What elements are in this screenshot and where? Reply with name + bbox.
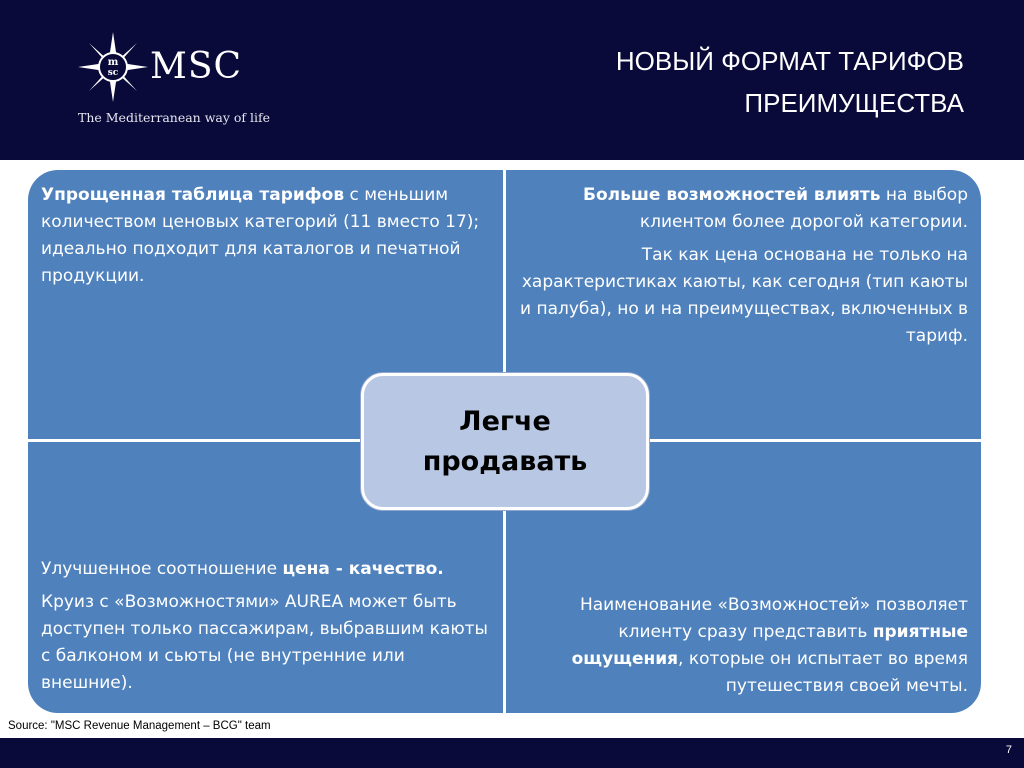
emblem-text-top: m: [107, 57, 119, 68]
compass-rose-icon: [78, 32, 148, 102]
quadrant-top-left: [41, 182, 496, 296]
slide-title-line1: НОВЫЙ ФОРМАТ ТАРИФОВ: [615, 46, 964, 76]
source-note: Source: "MSC Revenue Management – BCG" team: [8, 720, 271, 732]
quadrant-bottom-right: [516, 592, 968, 706]
brand-name: MSC: [150, 46, 243, 87]
footer-bar: [0, 738, 1024, 768]
quadrant-bottom-left-p1: [41, 556, 496, 583]
page-number: 7: [1005, 744, 1012, 756]
quadrant-bottom-left-bold: цена - качество.: [282, 559, 444, 579]
quadrant-top-right-bold: Больше возможностей влиять: [583, 185, 881, 205]
slide-title: [444, 40, 964, 124]
quadrant-bottom-right-lead: Наименование «Возможностей» позволяет клиенту сразу представить: [579, 595, 968, 642]
quadrant-top-right: [516, 182, 968, 356]
quadrant-bottom-left-p2: Круиз с «Возможностями» AUREA может быть доступен только пассажирам, выбравшим каюты с балконом и сьюты (не внутренние или внешние).: [41, 592, 488, 693]
center-callout: [361, 373, 649, 510]
quadrant-bottom-left: [41, 556, 496, 703]
quadrant-top-right-p2: Так как цена основана не только на характеристиках каюты, как сегодня (тип каюты и палуба), но и на преимуществах, включенных в тариф.: [520, 245, 968, 346]
quadrant-top-left-body: с меньшим количеством ценовых категорий (11 вместо 17); идеально подходит для каталогов и печатной продукции.: [41, 185, 480, 286]
header-bar: [0, 0, 1024, 160]
slide-title-line2: ПРЕИМУЩЕСТВА: [744, 88, 964, 118]
center-callout-line2: продавать: [422, 445, 588, 477]
brand-tagline: The Mediterranean way of life: [78, 110, 271, 125]
quadrant-bottom-right-bold: приятные ощущения: [571, 622, 968, 669]
quadrant-bottom-right-tail: , которые он испытает во время путешествия своей мечты.: [678, 649, 968, 696]
quadrant-bottom-right-text: [516, 592, 968, 700]
quadrant-top-right-p1: [516, 182, 968, 236]
center-callout-line1: Легче: [459, 405, 551, 437]
emblem-text-bottom: sc: [107, 68, 119, 78]
quadrant-bottom-left-lead: Улучшенное соотношение: [41, 559, 283, 579]
quadrant-top-left-text: [41, 182, 496, 290]
quadrant-top-left-bold: Упрощенная таблица тарифов: [41, 185, 345, 205]
quadrant-top-right-body: на выбор клиентом более дорогой категории.: [639, 185, 968, 232]
msc-logo: [78, 32, 271, 132]
